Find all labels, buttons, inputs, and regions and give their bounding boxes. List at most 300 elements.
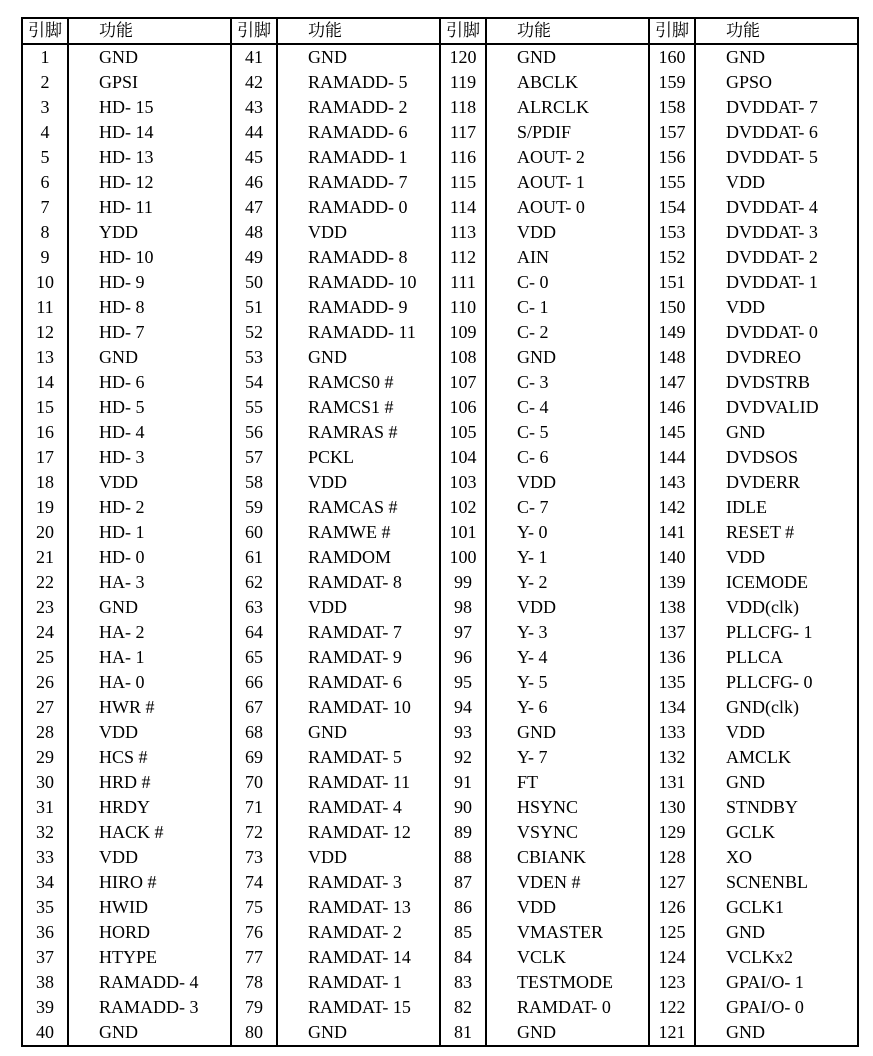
pin-number-cell: 108 bbox=[440, 345, 486, 370]
pin-function-cell: VDD bbox=[695, 720, 858, 745]
pin-function-cell: RAMDAT- 4 bbox=[308, 797, 402, 817]
table-row bbox=[22, 270, 858, 295]
pin-function-cell: DVDREO bbox=[695, 345, 858, 370]
table-row bbox=[22, 945, 858, 970]
pin-number-cell: 90 bbox=[440, 795, 486, 820]
pin-number-cell: 71 bbox=[231, 795, 277, 820]
pin-number-cell: 60 bbox=[231, 520, 277, 545]
pin-number-cell: 33 bbox=[22, 845, 68, 870]
pin-number-cell: 144 bbox=[649, 445, 695, 470]
pin-number-cell: 113 bbox=[440, 220, 486, 245]
table-body bbox=[22, 44, 858, 1046]
pin-number-cell: 8 bbox=[22, 220, 68, 245]
pin-function-cell: GPSO bbox=[695, 70, 858, 95]
table-row bbox=[22, 695, 858, 720]
pin-function-cell: RAMCS1 # bbox=[308, 397, 394, 417]
pin-function-cell: DVDERR bbox=[695, 470, 858, 495]
pin-function-cell: HIRO # bbox=[99, 872, 157, 892]
pin-number-cell: 68 bbox=[231, 720, 277, 745]
pin-function-cell: VDEN # bbox=[517, 872, 581, 892]
pin-function-cell: GND bbox=[277, 1020, 440, 1046]
pin-function-cell: GND bbox=[695, 770, 858, 795]
pin-function-cell: HCS # bbox=[99, 747, 148, 767]
pin-number-cell: 12 bbox=[22, 320, 68, 345]
pin-number-cell: 91 bbox=[440, 770, 486, 795]
pin-number-cell: 152 bbox=[649, 245, 695, 270]
table-row bbox=[22, 420, 858, 445]
pin-number-cell: 70 bbox=[231, 770, 277, 795]
pin-number-cell: 64 bbox=[231, 620, 277, 645]
pin-number-cell: 134 bbox=[649, 695, 695, 720]
pin-function-table bbox=[21, 17, 859, 1047]
pin-number-cell: 2 bbox=[22, 70, 68, 95]
pin-number-cell: 23 bbox=[22, 595, 68, 620]
pin-number-cell: 3 bbox=[22, 95, 68, 120]
pin-number-cell: 49 bbox=[231, 245, 277, 270]
table-row bbox=[22, 620, 858, 645]
pin-function-cell: DVDDAT- 4 bbox=[695, 195, 858, 220]
pin-function-cell: AMCLK bbox=[695, 745, 858, 770]
pin-number-cell: 95 bbox=[440, 670, 486, 695]
header-row bbox=[22, 18, 858, 44]
pin-number-cell: 62 bbox=[231, 570, 277, 595]
table-row bbox=[22, 44, 858, 70]
pin-function-cell: HACK # bbox=[99, 822, 164, 842]
pin-function-cell: HD- 1 bbox=[99, 522, 145, 542]
pin-number-cell: 77 bbox=[231, 945, 277, 970]
pin-number-cell: 43 bbox=[231, 95, 277, 120]
pin-function-cell: RAMDAT- 5 bbox=[308, 747, 402, 767]
table-header bbox=[22, 18, 858, 44]
pin-number-cell: 78 bbox=[231, 970, 277, 995]
pin-function-cell: DVDVALID bbox=[695, 395, 858, 420]
pin-function-cell: RAMDAT- 8 bbox=[308, 572, 402, 592]
pin-function-cell: RAMADD- 11 bbox=[308, 322, 416, 342]
pin-function-cell: GND bbox=[517, 722, 556, 742]
table-row bbox=[22, 545, 858, 570]
pin-number-cell: 1 bbox=[22, 44, 68, 70]
table-row bbox=[22, 220, 858, 245]
table-row bbox=[22, 645, 858, 670]
pin-number-cell: 145 bbox=[649, 420, 695, 445]
pin-number-cell: 46 bbox=[231, 170, 277, 195]
table-row bbox=[22, 520, 858, 545]
pin-number-cell: 82 bbox=[440, 995, 486, 1020]
pin-number-cell: 132 bbox=[649, 745, 695, 770]
pin-function-cell: C- 1 bbox=[517, 297, 549, 317]
pin-number-cell: 20 bbox=[22, 520, 68, 545]
pin-function-cell: RAMDAT- 13 bbox=[308, 897, 411, 917]
pin-function-cell: GND bbox=[695, 420, 858, 445]
pin-number-cell: 115 bbox=[440, 170, 486, 195]
pin-function-cell: Y- 4 bbox=[517, 647, 548, 667]
pin-number-cell: 52 bbox=[231, 320, 277, 345]
pin-function-cell: RAMDAT- 0 bbox=[517, 997, 611, 1017]
pin-function-cell: DVDDAT- 6 bbox=[695, 120, 858, 145]
pin-function-cell: C- 4 bbox=[517, 397, 549, 417]
pin-function-cell: FT bbox=[517, 772, 539, 792]
pin-function-cell: HA- 3 bbox=[99, 572, 145, 592]
pin-number-cell: 136 bbox=[649, 645, 695, 670]
pin-function-cell: RAMCS0 # bbox=[308, 372, 394, 392]
pin-number-cell: 88 bbox=[440, 845, 486, 870]
pin-number-cell: 107 bbox=[440, 370, 486, 395]
pin-function-cell: Y- 3 bbox=[517, 622, 548, 642]
pin-function-cell: HD- 8 bbox=[99, 297, 145, 317]
pin-function-cell: HA- 0 bbox=[99, 672, 145, 692]
table-row bbox=[22, 495, 858, 520]
header-function-2: 功能 bbox=[277, 18, 440, 44]
pin-function-cell: RAMDAT- 11 bbox=[308, 772, 411, 792]
pin-function-cell: GND bbox=[68, 1020, 231, 1046]
pin-function-cell: DVDSOS bbox=[695, 445, 858, 470]
pin-number-cell: 149 bbox=[649, 320, 695, 345]
pin-function-cell: DVDDAT- 3 bbox=[695, 220, 858, 245]
pin-function-cell: HD- 4 bbox=[99, 422, 145, 442]
pin-function-cell: STNDBY bbox=[695, 795, 858, 820]
pin-number-cell: 139 bbox=[649, 570, 695, 595]
pin-function-cell: XO bbox=[695, 845, 858, 870]
pin-function-cell: HD- 6 bbox=[99, 372, 145, 392]
pin-function-cell: GND(clk) bbox=[695, 695, 858, 720]
pin-number-cell: 21 bbox=[22, 545, 68, 570]
pin-number-cell: 151 bbox=[649, 270, 695, 295]
pin-number-cell: 146 bbox=[649, 395, 695, 420]
pin-function-cell: IDLE bbox=[695, 495, 858, 520]
pin-function-cell: Y- 2 bbox=[517, 572, 548, 592]
pin-number-cell: 84 bbox=[440, 945, 486, 970]
pin-number-cell: 39 bbox=[22, 995, 68, 1020]
pin-function-cell: ALRCLK bbox=[517, 97, 589, 117]
pin-function-cell: Y- 0 bbox=[517, 522, 548, 542]
pin-function-cell: HD- 13 bbox=[99, 147, 154, 167]
pin-function-cell: YDD bbox=[99, 222, 138, 242]
pin-number-cell: 123 bbox=[649, 970, 695, 995]
pin-function-cell: RAMCAS # bbox=[308, 497, 398, 517]
pin-number-cell: 40 bbox=[22, 1020, 68, 1046]
pin-function-cell: C- 2 bbox=[517, 322, 549, 342]
pin-number-cell: 74 bbox=[231, 870, 277, 895]
pin-number-cell: 124 bbox=[649, 945, 695, 970]
table-row bbox=[22, 1020, 858, 1046]
pin-number-cell: 148 bbox=[649, 345, 695, 370]
pin-function-cell: GND bbox=[99, 47, 138, 67]
header-function-1: 功能 bbox=[68, 18, 231, 44]
pin-function-cell: GCLK1 bbox=[695, 895, 858, 920]
table-row bbox=[22, 995, 858, 1020]
table-row bbox=[22, 920, 858, 945]
table-row bbox=[22, 295, 858, 320]
table-row bbox=[22, 595, 858, 620]
pin-function-cell: DVDDAT- 7 bbox=[695, 95, 858, 120]
pin-function-cell: PCKL bbox=[308, 447, 355, 467]
pin-number-cell: 143 bbox=[649, 470, 695, 495]
pin-number-cell: 51 bbox=[231, 295, 277, 320]
table-row bbox=[22, 70, 858, 95]
pin-function-cell: RAMDOM bbox=[308, 547, 392, 567]
pin-function-cell: GND bbox=[99, 347, 138, 367]
pin-number-cell: 101 bbox=[440, 520, 486, 545]
table-row bbox=[22, 195, 858, 220]
header-function-3: 功能 bbox=[486, 18, 649, 44]
pin-number-cell: 106 bbox=[440, 395, 486, 420]
pin-number-cell: 109 bbox=[440, 320, 486, 345]
pin-number-cell: 118 bbox=[440, 95, 486, 120]
pin-function-cell: HD- 11 bbox=[99, 197, 153, 217]
pin-function-cell: C- 0 bbox=[517, 272, 549, 292]
pin-number-cell: 104 bbox=[440, 445, 486, 470]
pin-function-cell: DVDDAT- 2 bbox=[695, 245, 858, 270]
pin-function-cell: GND bbox=[99, 597, 138, 617]
pin-number-cell: 110 bbox=[440, 295, 486, 320]
pin-number-cell: 141 bbox=[649, 520, 695, 545]
pin-number-cell: 56 bbox=[231, 420, 277, 445]
pin-function-cell: GND bbox=[517, 47, 556, 67]
header-function-4: 功能 bbox=[695, 18, 858, 44]
pin-number-cell: 93 bbox=[440, 720, 486, 745]
pin-function-cell: HD- 12 bbox=[99, 172, 154, 192]
pin-function-cell: HRDY bbox=[99, 797, 151, 817]
pin-number-cell: 135 bbox=[649, 670, 695, 695]
pin-function-cell: HD- 5 bbox=[99, 397, 145, 417]
pin-number-cell: 79 bbox=[231, 995, 277, 1020]
pin-number-cell: 10 bbox=[22, 270, 68, 295]
pin-number-cell: 130 bbox=[649, 795, 695, 820]
pin-number-cell: 140 bbox=[649, 545, 695, 570]
pin-number-cell: 73 bbox=[231, 845, 277, 870]
pin-number-cell: 133 bbox=[649, 720, 695, 745]
pin-number-cell: 32 bbox=[22, 820, 68, 845]
pin-function-cell: C- 5 bbox=[517, 422, 549, 442]
pin-number-cell: 29 bbox=[22, 745, 68, 770]
pin-function-cell: C- 3 bbox=[517, 372, 549, 392]
pin-number-cell: 142 bbox=[649, 495, 695, 520]
pin-number-cell: 122 bbox=[649, 995, 695, 1020]
pin-number-cell: 72 bbox=[231, 820, 277, 845]
pin-function-cell: RAMADD- 7 bbox=[308, 172, 408, 192]
pin-number-cell: 100 bbox=[440, 545, 486, 570]
pin-number-cell: 81 bbox=[440, 1020, 486, 1046]
pin-number-cell: 7 bbox=[22, 195, 68, 220]
pin-function-cell: RESET # bbox=[695, 520, 858, 545]
pin-function-cell: HWR # bbox=[99, 697, 155, 717]
pin-number-cell: 97 bbox=[440, 620, 486, 645]
pin-number-cell: 75 bbox=[231, 895, 277, 920]
pin-function-cell: VDD bbox=[99, 472, 138, 492]
pin-function-cell: AOUT- 1 bbox=[517, 172, 585, 192]
pin-number-cell: 119 bbox=[440, 70, 486, 95]
pin-number-cell: 19 bbox=[22, 495, 68, 520]
pin-function-cell: VDD bbox=[308, 847, 347, 867]
pin-number-cell: 127 bbox=[649, 870, 695, 895]
pin-function-cell: RAMADD- 4 bbox=[99, 972, 199, 992]
pin-function-cell: RAMRAS # bbox=[308, 422, 398, 442]
pin-function-cell: RAMADD- 1 bbox=[308, 147, 408, 167]
pin-number-cell: 76 bbox=[231, 920, 277, 945]
table-row bbox=[22, 395, 858, 420]
table-row bbox=[22, 745, 858, 770]
pin-number-cell: 154 bbox=[649, 195, 695, 220]
pin-function-cell: HD- 15 bbox=[99, 97, 154, 117]
pin-function-cell: RAMDAT- 1 bbox=[308, 972, 402, 992]
table-row bbox=[22, 570, 858, 595]
pin-function-cell: HD- 9 bbox=[99, 272, 145, 292]
pin-number-cell: 99 bbox=[440, 570, 486, 595]
pin-function-cell: C- 6 bbox=[517, 447, 549, 467]
pin-number-cell: 128 bbox=[649, 845, 695, 870]
pin-number-cell: 155 bbox=[649, 170, 695, 195]
pin-function-cell: HD- 14 bbox=[99, 122, 154, 142]
pin-number-cell: 103 bbox=[440, 470, 486, 495]
header-pin-2: 引脚 bbox=[231, 18, 277, 44]
pin-number-cell: 26 bbox=[22, 670, 68, 695]
table-row bbox=[22, 820, 858, 845]
pin-function-cell: RAMADD- 2 bbox=[308, 97, 408, 117]
table-row bbox=[22, 320, 858, 345]
table-row bbox=[22, 895, 858, 920]
pin-function-cell: AIN bbox=[517, 247, 549, 267]
pin-number-cell: 160 bbox=[649, 44, 695, 70]
pin-function-cell: GND bbox=[695, 44, 858, 70]
pin-number-cell: 57 bbox=[231, 445, 277, 470]
pin-function-cell: ICEMODE bbox=[695, 570, 858, 595]
table-row bbox=[22, 95, 858, 120]
pin-function-cell: GND bbox=[695, 1020, 858, 1046]
pin-number-cell: 121 bbox=[649, 1020, 695, 1046]
pin-function-cell: PLLCFG- 0 bbox=[695, 670, 858, 695]
pin-function-cell: SCNENBL bbox=[695, 870, 858, 895]
pin-number-cell: 25 bbox=[22, 645, 68, 670]
pin-function-cell: VDD bbox=[695, 170, 858, 195]
pin-function-cell: GPSI bbox=[99, 72, 139, 92]
pin-function-cell: RAMADD- 0 bbox=[308, 197, 408, 217]
pin-function-cell: RAMADD- 6 bbox=[308, 122, 408, 142]
pin-number-cell: 41 bbox=[231, 44, 277, 70]
table-row bbox=[22, 120, 858, 145]
pin-number-cell: 28 bbox=[22, 720, 68, 745]
pin-number-cell: 37 bbox=[22, 945, 68, 970]
pin-number-cell: 96 bbox=[440, 645, 486, 670]
header-pin-3: 引脚 bbox=[440, 18, 486, 44]
pin-function-cell: VDD bbox=[695, 545, 858, 570]
pin-number-cell: 156 bbox=[649, 145, 695, 170]
pin-function-cell: RAMADD- 8 bbox=[308, 247, 408, 267]
pin-number-cell: 150 bbox=[649, 295, 695, 320]
pin-number-cell: 4 bbox=[22, 120, 68, 145]
pin-number-cell: 85 bbox=[440, 920, 486, 945]
pin-function-cell: GPAI/O- 0 bbox=[695, 995, 858, 1020]
pin-function-cell: GND bbox=[486, 1020, 649, 1046]
pin-function-cell: RAMADD- 9 bbox=[308, 297, 408, 317]
pin-function-cell: VDD bbox=[308, 597, 347, 617]
pin-number-cell: 45 bbox=[231, 145, 277, 170]
pin-number-cell: 24 bbox=[22, 620, 68, 645]
pin-function-cell: VDD(clk) bbox=[695, 595, 858, 620]
pin-number-cell: 131 bbox=[649, 770, 695, 795]
pin-function-cell: DVDDAT- 0 bbox=[695, 320, 858, 345]
pin-function-cell: VCLKx2 bbox=[695, 945, 858, 970]
pin-function-cell: ABCLK bbox=[517, 72, 579, 92]
pin-number-cell: 31 bbox=[22, 795, 68, 820]
pin-number-cell: 105 bbox=[440, 420, 486, 445]
pin-number-cell: 18 bbox=[22, 470, 68, 495]
pin-number-cell: 11 bbox=[22, 295, 68, 320]
pin-number-cell: 47 bbox=[231, 195, 277, 220]
pin-function-cell: VDD bbox=[99, 847, 138, 867]
pin-number-cell: 38 bbox=[22, 970, 68, 995]
pin-number-cell: 5 bbox=[22, 145, 68, 170]
pin-function-cell: VDD bbox=[517, 222, 556, 242]
pin-function-cell: CBIANK bbox=[517, 847, 587, 867]
table-row bbox=[22, 470, 858, 495]
pin-function-cell: DVDSTRB bbox=[695, 370, 858, 395]
pin-number-cell: 15 bbox=[22, 395, 68, 420]
pin-function-cell: RAMDAT- 2 bbox=[308, 922, 402, 942]
pin-number-cell: 69 bbox=[231, 745, 277, 770]
pin-function-cell: VDD bbox=[695, 295, 858, 320]
pin-function-cell: HD- 10 bbox=[99, 247, 154, 267]
pin-number-cell: 6 bbox=[22, 170, 68, 195]
pin-number-cell: 159 bbox=[649, 70, 695, 95]
pin-number-cell: 126 bbox=[649, 895, 695, 920]
pin-number-cell: 22 bbox=[22, 570, 68, 595]
pin-function-cell: VCLK bbox=[517, 947, 566, 967]
pin-number-cell: 117 bbox=[440, 120, 486, 145]
pin-number-cell: 102 bbox=[440, 495, 486, 520]
pin-function-cell: HD- 2 bbox=[99, 497, 145, 517]
pin-function-cell: HA- 2 bbox=[99, 622, 145, 642]
pin-function-cell: GND bbox=[308, 347, 347, 367]
pin-number-cell: 59 bbox=[231, 495, 277, 520]
pin-number-cell: 67 bbox=[231, 695, 277, 720]
pin-function-cell: RAMDAT- 15 bbox=[308, 997, 411, 1017]
table-row bbox=[22, 145, 858, 170]
pin-function-cell: VSYNC bbox=[517, 822, 579, 842]
pin-function-cell: HD- 3 bbox=[99, 447, 145, 467]
pin-function-cell: HRD # bbox=[99, 772, 151, 792]
pin-number-cell: 36 bbox=[22, 920, 68, 945]
pin-number-cell: 112 bbox=[440, 245, 486, 270]
pin-function-cell: RAMWE # bbox=[308, 522, 391, 542]
pin-function-cell: Y- 1 bbox=[517, 547, 548, 567]
pin-number-cell: 87 bbox=[440, 870, 486, 895]
table-row bbox=[22, 970, 858, 995]
pin-number-cell: 158 bbox=[649, 95, 695, 120]
pin-number-cell: 65 bbox=[231, 645, 277, 670]
table-row bbox=[22, 670, 858, 695]
pin-function-cell: HD- 0 bbox=[99, 547, 145, 567]
pin-function-cell: VDD bbox=[99, 722, 138, 742]
table-row bbox=[22, 770, 858, 795]
pin-number-cell: 83 bbox=[440, 970, 486, 995]
table-row bbox=[22, 720, 858, 745]
header-pin-4: 引脚 bbox=[649, 18, 695, 44]
pin-number-cell: 147 bbox=[649, 370, 695, 395]
pin-number-cell: 111 bbox=[440, 270, 486, 295]
pin-number-cell: 66 bbox=[231, 670, 277, 695]
pin-function-cell: VDD bbox=[517, 472, 556, 492]
pin-number-cell: 9 bbox=[22, 245, 68, 270]
pin-number-cell: 53 bbox=[231, 345, 277, 370]
pin-number-cell: 86 bbox=[440, 895, 486, 920]
pin-number-cell: 94 bbox=[440, 695, 486, 720]
pin-number-cell: 42 bbox=[231, 70, 277, 95]
pin-function-cell: TESTMODE bbox=[517, 972, 613, 992]
pin-function-cell: VMASTER bbox=[517, 922, 604, 942]
pin-function-cell: DVDDAT- 1 bbox=[695, 270, 858, 295]
pin-number-cell: 153 bbox=[649, 220, 695, 245]
pin-number-cell: 34 bbox=[22, 870, 68, 895]
